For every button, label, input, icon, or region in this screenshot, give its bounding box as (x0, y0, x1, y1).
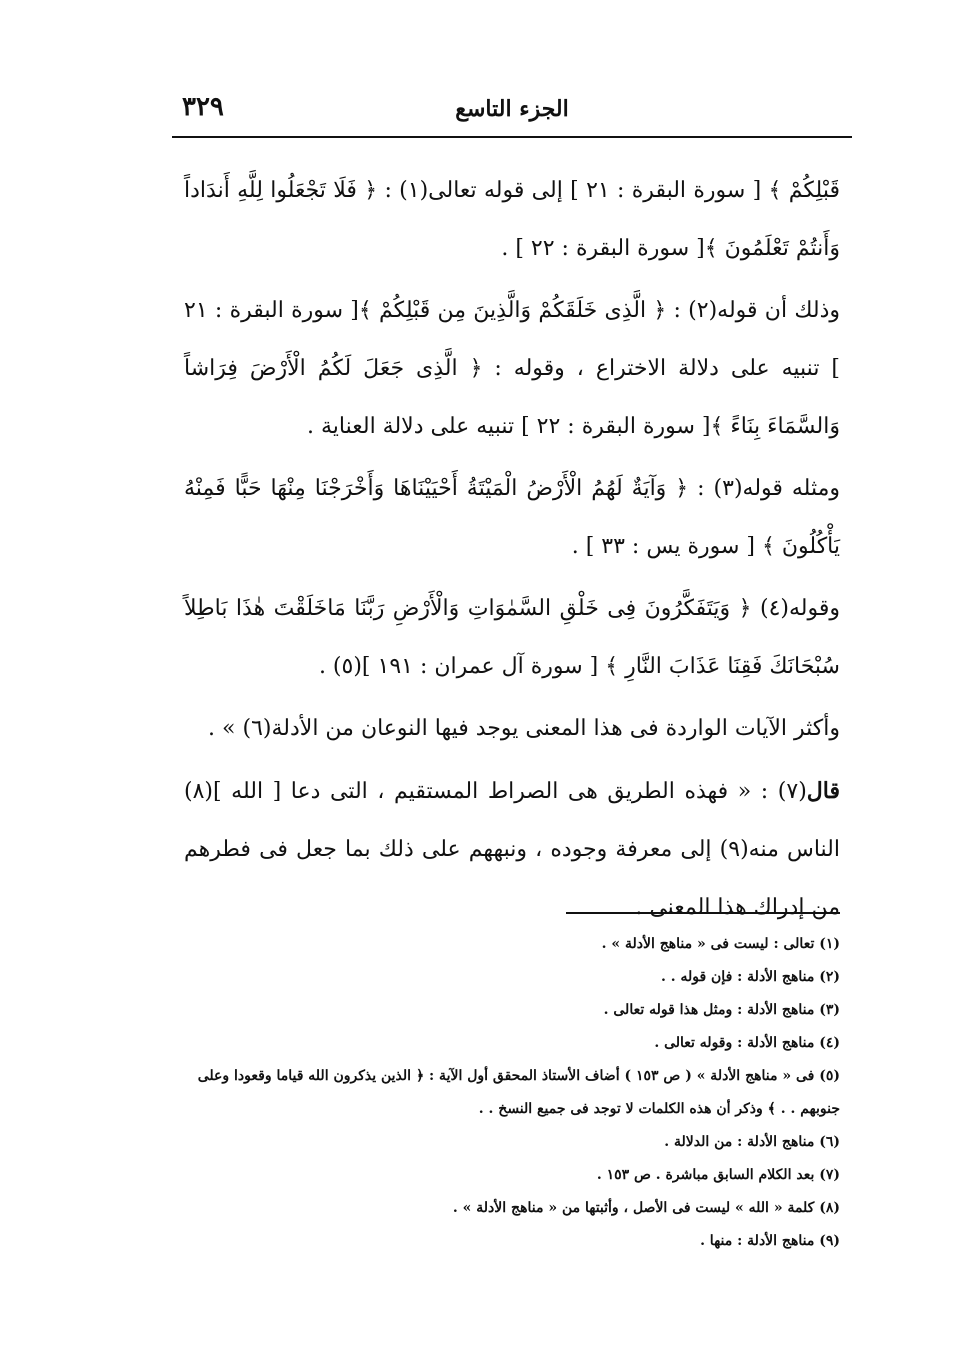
footnote: (٤) مناهج الأدلة : وقوله تعالى . (654, 1035, 840, 1051)
footnote: (٦) مناهج الأدلة : من الدلالة . (664, 1134, 840, 1150)
footnote: (٣) مناهج الأدلة : ومثل هذا قوله تعالى . (603, 1002, 840, 1018)
footnote: (٧) بعد الكلام السابق مباشرة . ص ١٥٣ . (596, 1167, 840, 1183)
footnote-separator (566, 912, 840, 914)
footnote: (٨) كلمة « الله » ليست فى الأصل ، وأثبتها من « مناهج الأدلة » . (452, 1200, 840, 1216)
footnotes (184, 928, 840, 1258)
paragraph-text: (٧) : « فهذه الطريق هى الصراط المستقيم ، التى دعا [ الله ](٨) الناس منه(٩) إلى معرفة وجوده ، ونبههم على ذلك بما جعل فى فطرهم من إدراك هذا المعنى . (184, 779, 840, 920)
page-number: ٣٢٩ (182, 92, 224, 122)
footnote: (٩) مناهج الأدلة : منها . (700, 1233, 840, 1249)
paragraph: وذلك أن قوله(٢) : ﴿ الَّذِى خَلَقَكُمْ وَالَّذِينَ مِن قَبْلِكُمْ ﴾[ سورة البقرة : ٢١ ] تنبيه على دلالة الاختراع ، وقوله : ﴿ الَّذِى جَعَلَ لَكُمُ الْأَرْضَ فِرَاشاً وَالسَّمَاءَ بِنَاءً ﴾[ سورة البقرة : ٢٢ ] تنبيه على دلالة العناية . (184, 298, 840, 439)
footnote: (٢) مناهج الأدلة : فإن قوله . . (660, 969, 840, 985)
paragraph: وقوله(٤) ﴿ وَيَتَفَكَّرُونَ فِى خَلْقِ السَّمٰوَاتِ وَالْأَرْضِ رَبَّنَا مَاخَلَقْتَ هٰذَا بَاطِلاً سُبْحَانَكَ فَقِنَا عَذَابَ النَّارِ ﴾ [ سورة آل عمران : ١٩١ ](٥) . (184, 596, 840, 679)
paragraph: ومثله قوله(٣) : ﴿ وَآيَةٌ لَهُمُ الْأَرْضُ الْمَيْتَةُ أَحْيَيْنَاهَا وَأَخْرَجْنَا مِنْهَا حَبًّا فَمِنْهُ يَأْكُلُونَ ﴾ [ سورة يس : ٣٣ ] . (184, 476, 840, 559)
page-header (172, 86, 852, 138)
paragraph-lead-word: قال (806, 778, 840, 804)
paragraph: وأكثر الآيات الواردة فى هذا المعنى يوجد فيها النوعان من الأدلة(٦) » . (208, 716, 840, 741)
footnote: (٥) فى « مناهج الأدلة » ( ص ١٥٣ ) أضاف الأستاذ المحقق أول الآية : ﴿ الذين يذكرون الله قياما وقعودا وعلى جنوبهم . . ﴾ وذكر أن هذه الكلمات لا توجد فى جميع النسخ . . (197, 1068, 840, 1117)
paragraph (184, 762, 840, 937)
footnote: (١) تعالى : ليست فى « مناهج الأدلة » . (601, 936, 840, 952)
running-title: الجزء التاسع (455, 96, 569, 122)
body-text (184, 162, 840, 937)
paragraph: قَبْلِكُمْ ﴾ [ سورة البقرة : ٢١ ] إلى قوله تعالى(١) : ﴿ فَلَا تَجْعَلُوا لِلَّهِ أَندَاداً وَأَنتُمْ تَعْلَمُونَ ﴾[ سورة البقرة : ٢٢ ] . (184, 178, 840, 261)
